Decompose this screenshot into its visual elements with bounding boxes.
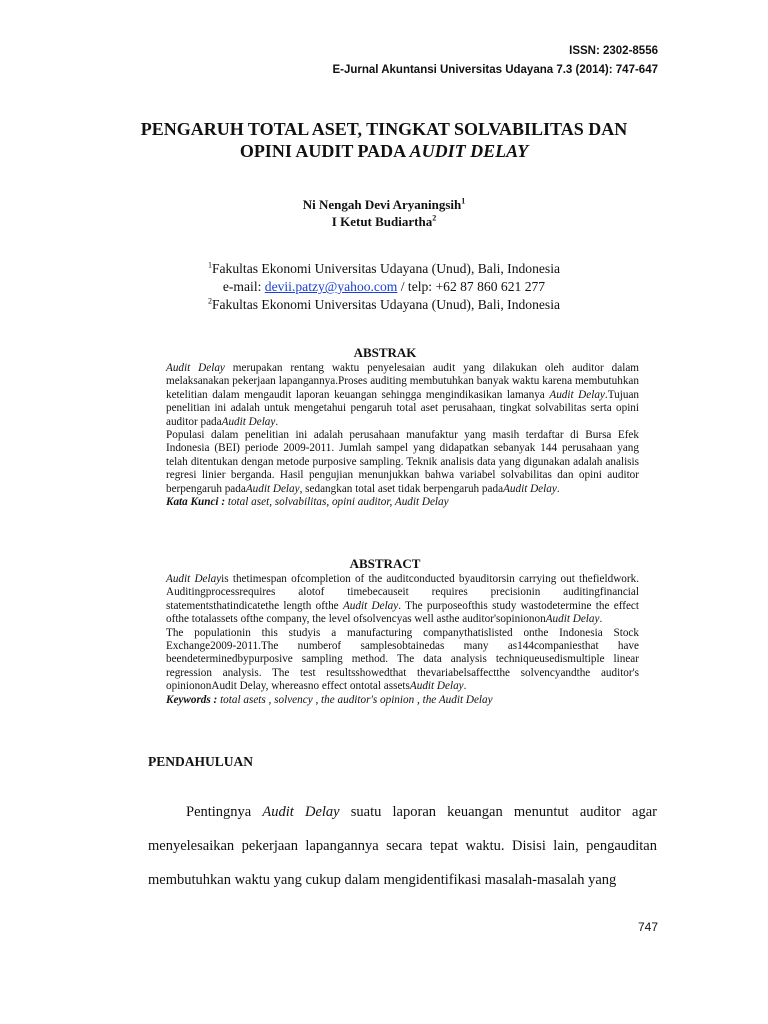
title-line-2: [120, 140, 648, 162]
abstrak-paragraph-1: [166, 362, 639, 429]
affiliations: [120, 260, 648, 314]
intro-body: [148, 795, 657, 897]
title-line-2-text: OPINI AUDIT PADA: [239, 141, 410, 161]
abstrak-text: Populasi dalam penelitian ini adalah perusahaan manufaktur yang masih terdaftar di Bursa Efek Indonesia (BEI) periode 2009-2011. Jumlah sampel yang didapatkan sebanyak 144 perusahaan yang telah ditentukan dengan metode purposive sampling. Teknik analisis data yang digunakan adalah analisis regresi linier berganda. Hasil pengujian menunjukkan bahwa variabel solvabilitas dan opini auditor berpengaruh pada: [166, 429, 639, 495]
abstract-paragraph-2: [166, 627, 639, 694]
intro-text: suatu laporan keuangan menuntut auditor agar menyelesaikan pekerjaan lapangannya secara tepat waktu. Disisi lain, pengauditan membutuhkan waktu yang cukup dalam mengidentifikasi masalah-masalah yang: [148, 804, 657, 888]
affiliation-1-sup: 1: [207, 260, 212, 270]
author-1: [120, 196, 648, 213]
abstract-body: [166, 573, 639, 707]
keywords: [166, 694, 639, 707]
abstrak-text: , sedangkan total aset tidak berpengaruh pada: [299, 482, 504, 495]
abstrak-body: [166, 362, 639, 509]
abstrak-heading: ABSTRAK: [353, 345, 417, 360]
paper-title: [120, 118, 648, 162]
affiliation-2-text: Fakultas Ekonomi Universitas Udayana (Unud), Bali, Indonesia: [211, 297, 561, 312]
abstrak-term: Audit Delay: [221, 415, 276, 428]
abstract-term: Audit Delay: [545, 613, 600, 626]
abstract-text: .: [463, 680, 467, 693]
abstract-heading: ABSTRACT: [349, 556, 421, 571]
intro-term: Audit Delay: [262, 804, 340, 820]
abstract-term: Audit Delay: [166, 573, 222, 585]
telp-text: / telp: +62 87 860 621 277: [397, 279, 546, 294]
abstrak-term: Audit Delay: [166, 362, 225, 374]
abstract-text: The populationin this studyis a manufacturing companythatislisted onthe Indonesia Stock Exchange2009-2011.The numberof samplesobtainedas many as144companiesthat have beendeterminedbypurposive sampling method. The data analysis techniqueusedismultiple linear regression analysis. The test resultsshowedthat thevariabelsaffectthe solvencyandthe auditor's opiniononAudit Delay, whereasno effect ontotal assets: [166, 626, 639, 693]
keywords-label: Keywords :: [166, 693, 218, 706]
title-line-2-italic: AUDIT DELAY: [409, 141, 529, 161]
abstract-text: . The purposeofthis study wastodetermine the effect ofthe totalassets ofthe company, the level ofsolvencyas well asthe auditor'sopinionon: [166, 599, 639, 626]
abstract-paragraph-1: [166, 573, 639, 627]
author-2-name: I Ketut Budiartha: [331, 214, 433, 229]
author-1-name: Ni Nengah Devi Aryaningsih: [302, 197, 462, 212]
title-line-1: PENGARUH TOTAL ASET, TINGKAT SOLVABILITAS DAN: [140, 119, 628, 139]
kata-kunci: [166, 496, 639, 509]
contact-line: [120, 278, 648, 296]
affiliation-1-text: Fakultas Ekonomi Universitas Udayana (Unud), Bali, Indonesia: [211, 261, 561, 276]
author-2: [120, 213, 648, 230]
kata-kunci-label: Kata Kunci :: [166, 496, 226, 509]
abstract-text: .: [599, 613, 603, 626]
abstrak-term: Audit Delay: [245, 482, 300, 495]
page-number: 747: [637, 920, 658, 934]
keywords-text: total asets , solvency , the auditor's opinion , the Audit Delay: [217, 693, 493, 706]
abstrak-text: .Tujuan penelitian ini adalah untuk mengetahui pengaruh total aset perusahaan, tingkat solvabilitas serta opini auditor pada: [166, 388, 639, 428]
author-2-sup: 2: [432, 213, 437, 223]
author-list: [120, 196, 648, 230]
kata-kunci-text: total aset, solvabilitas, opini auditor, Audit Delay: [225, 496, 449, 509]
abstrak-text: .: [275, 415, 279, 428]
abstrak-term: Audit Delay: [549, 388, 605, 401]
affiliation-2-sup: 2: [207, 296, 212, 306]
abstrak-paragraph-2: [166, 429, 639, 496]
intro-text: Pentingnya: [186, 804, 263, 820]
journal-citation: E-Jurnal Akuntansi Universitas Udayana 7.3 (2014): 747-647: [332, 64, 658, 76]
abstrak-term: Audit Delay: [503, 482, 557, 495]
abstrak-text: merupakan rentang waktu penyelesaian audit yang dilakukan oleh auditor dalam melaksanakan pekerjaan lapangannya.Proses auditing membutuhkan banyak waktu karena membutuhkan ketelitian dalam mengaudit laporan keuangan sehingga mengindikasikan lamanya: [166, 362, 639, 401]
abstract-text: is thetimespan ofcompletion of the auditconducted byauditorsin carrying out thefieldwork. Auditingprocessrequires alotof timebecauseit requires precisionin auditingfinancial statementsthatindicatethe length ofthe: [166, 573, 640, 612]
issn-line: ISSN: 2302-8556: [569, 45, 658, 57]
abstract-term: Audit Delay: [409, 680, 464, 693]
abstract-term: Audit Delay: [342, 599, 399, 612]
intro-paragraph: [148, 795, 657, 897]
affiliation-2: [120, 296, 648, 314]
author-1-sup: 1: [461, 196, 466, 206]
affiliation-1: [120, 260, 648, 278]
abstrak-text: .: [556, 482, 560, 495]
journal-header: [332, 42, 658, 80]
section-heading-pendahuluan: PENDAHULUAN: [148, 754, 254, 769]
email-label: e-mail:: [222, 279, 265, 294]
email-link[interactable]: devii.patzy@yahoo.com: [264, 279, 398, 294]
